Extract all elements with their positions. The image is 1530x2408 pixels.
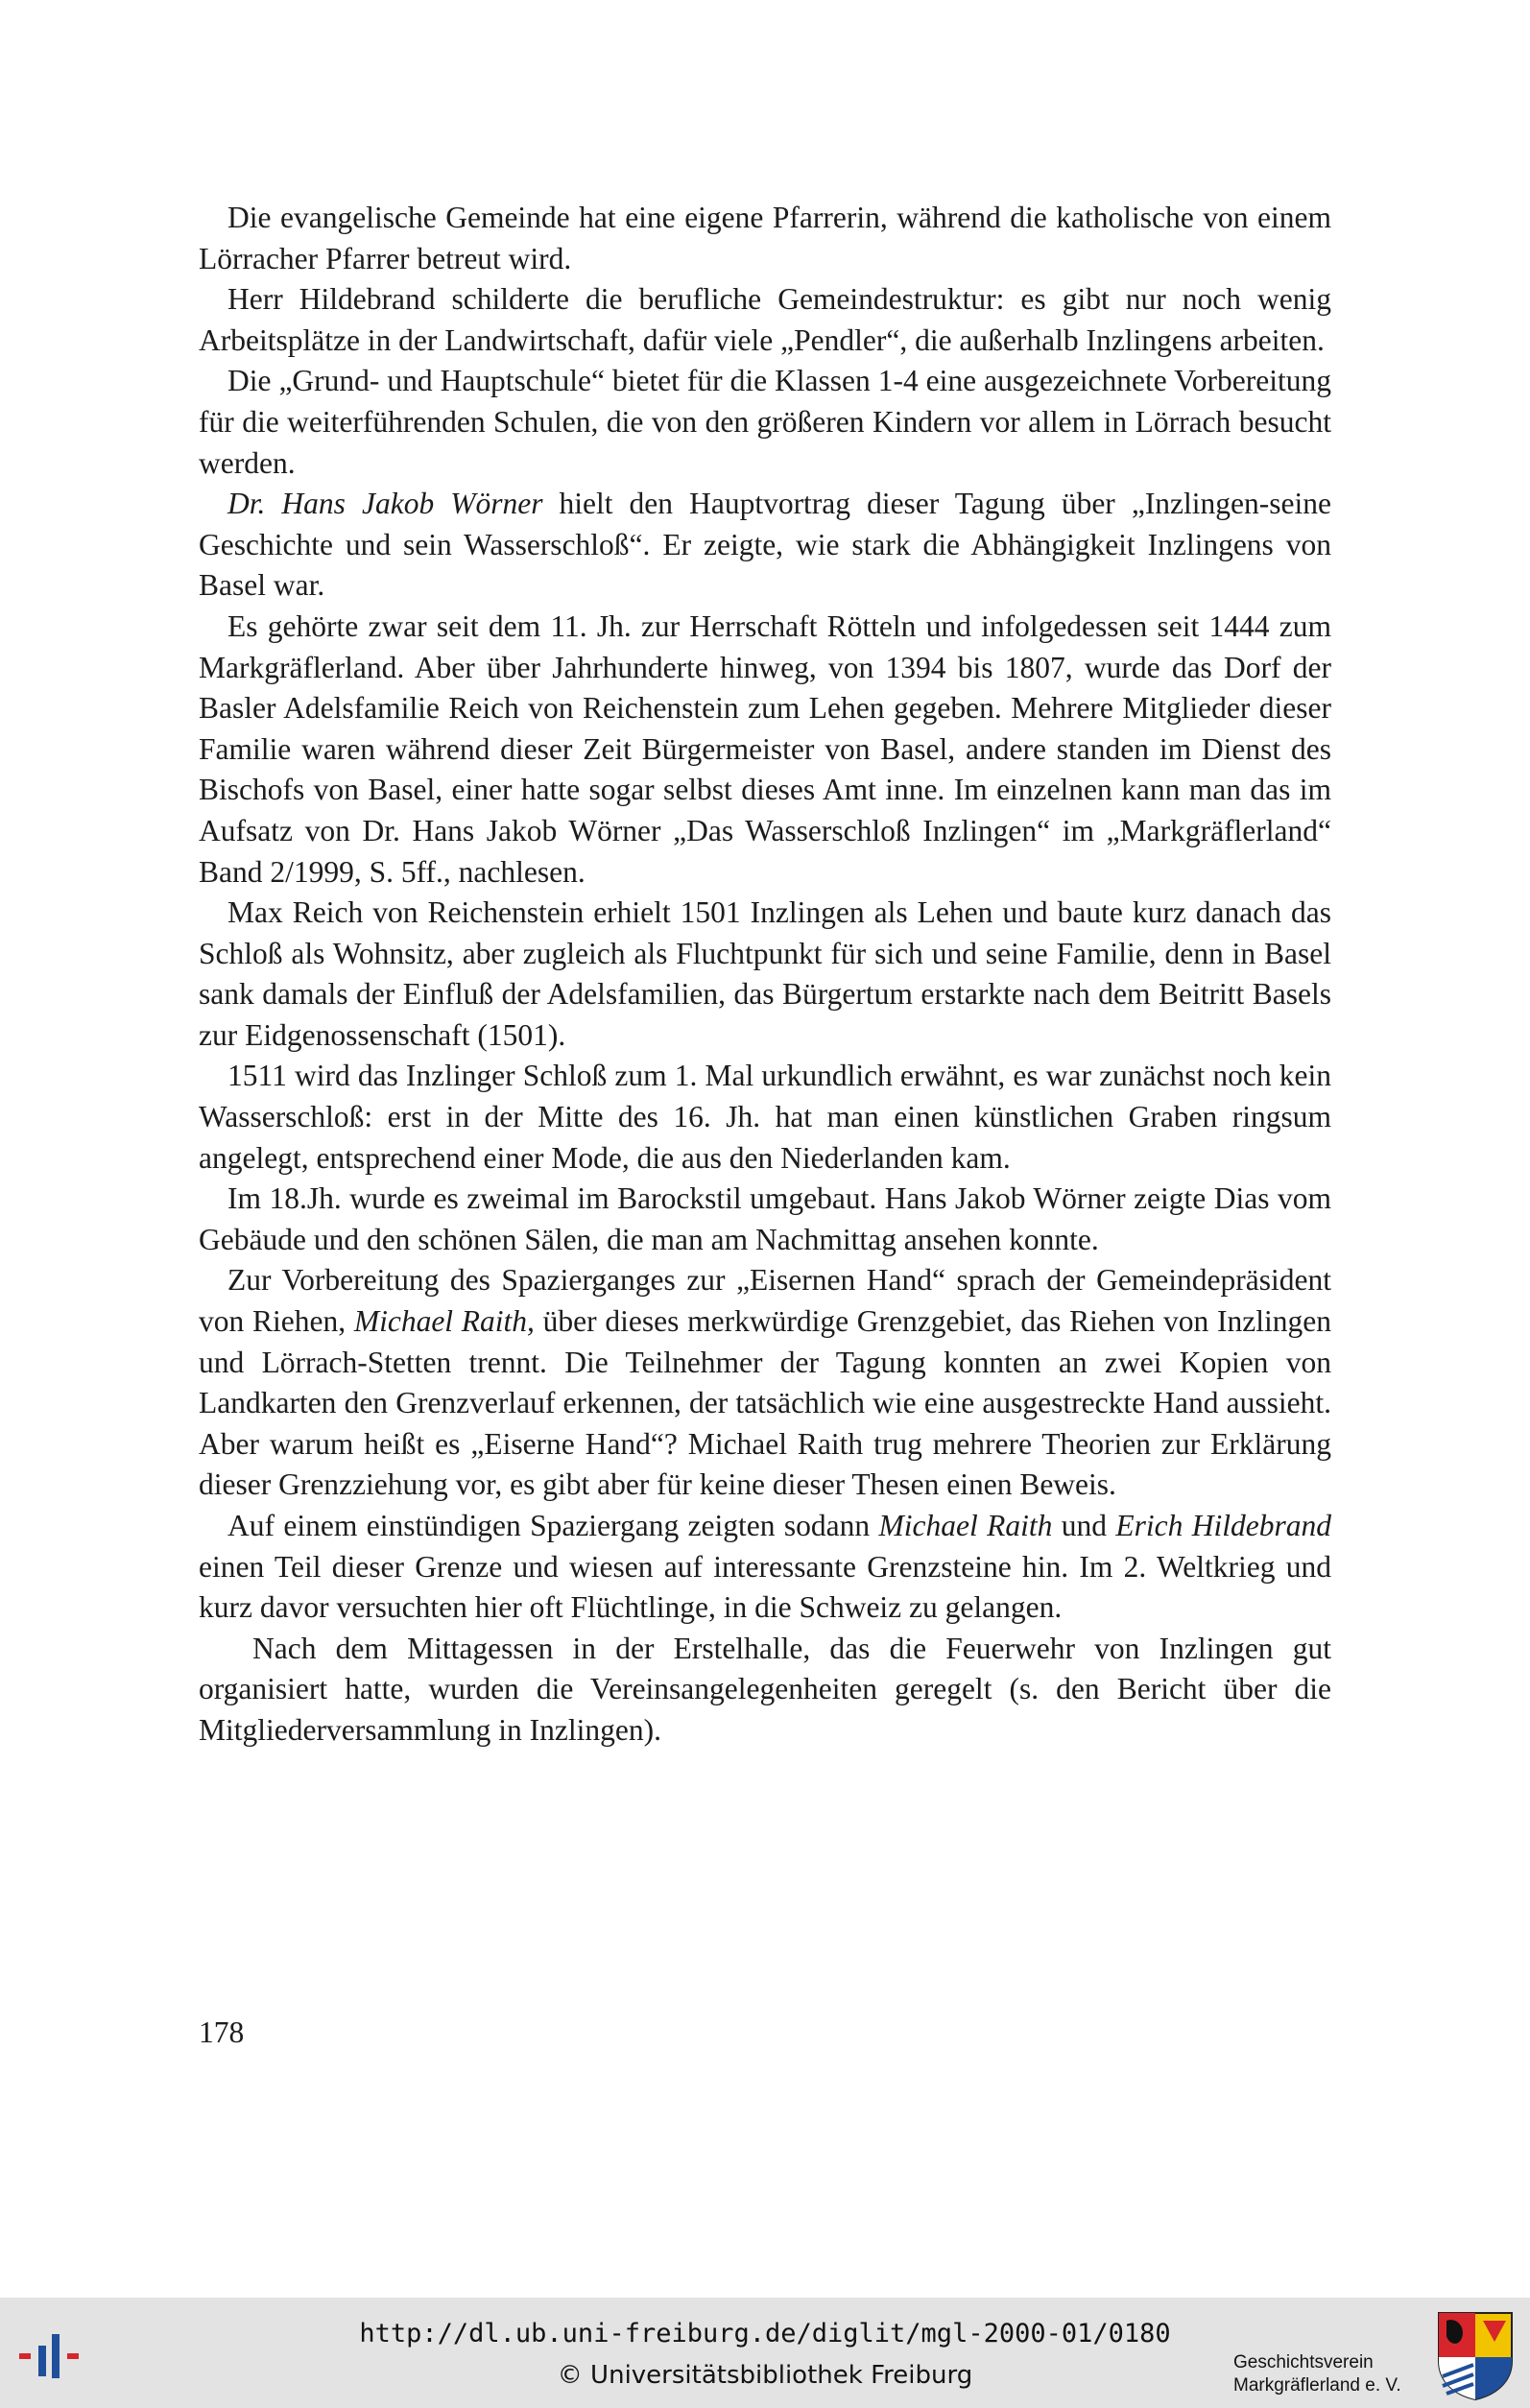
- paragraph-10-end: einen Teil dieser Grenze und wiesen auf interessante Grenzsteine hin. Im 2. Weltkrieg und kurz davor versuchten hier oft Flüchtlinge, in die Schweiz zu gelangen.: [199, 1549, 1331, 1625]
- paragraph-4: [199, 484, 1331, 607]
- society-name: [1233, 2351, 1401, 2397]
- paragraph-5: Es gehörte zwar seit dem 11. Jh. zur Herrschaft Rötteln und infolgedessen seit 1444 zum Markgräflerland. Aber über Jahrhunderte hinweg, von 1394 bis 1807, wurde das Dorf der Basler Adelsfamilie Reich von Reichenstein zum Lehen gegeben. Mehrere Mitglieder dieser Familie waren während dieser Zeit Bürgermeister von Basel, andere standen im Dienst des Bischofs von Basel, einer hatte sogar selbst dieses Amt inne. Im einzelnen kann man das im Aufsatz von Dr. Hans Jakob Wörner „Das Wasserschloß Inzlingen“ im „Markgräflerland“ Band 2/1999, S. 5ff., nachlesen.: [199, 608, 1331, 889]
- guide-name: Michael Raith: [878, 1509, 1053, 1542]
- coat-of-arms-icon: [1435, 2309, 1516, 2401]
- paragraph-2: Herr Hildebrand schilderte die berufliche Gemeindestruktur: es gibt nur noch wenig Arbeitsplätze in der Landwirtschaft, dafür viele „Pendler“, die außerhalb Inzlingens arbeiten.: [199, 282, 1331, 357]
- paragraph-7: 1511 wird das Inzlinger Schloß zum 1. Mal urkundlich erwähnt, es war zunächst noch kein Wasserschloß: erst in der Mitte des 16. Jh. hat man einen künstlichen Graben ringsum angelegt, entsprechend einer Mode, die aus den Niederlanden kam.: [199, 1059, 1331, 1175]
- paragraph-1: Die evangelische Gemeinde hat eine eigene Pfarrerin, während die katholische von einem Lörracher Pfarrer betreut wird.: [199, 201, 1331, 275]
- paragraph-4-text: hielt den Hauptvortrag dieser Tagung über „Inzlingen-seine Geschichte und sein Wasserschloß“. Er zeigte, wie stark die Abhängigkeit Inzlingens von Basel war.: [199, 487, 1331, 603]
- paragraph-6: Max Reich von Reichenstein erhielt 1501 Inzlingen als Lehen und baute kurz danach das Schloß als Wohnsitz, aber zugleich als Fluchtpunkt für sich und seine Familie, denn in Basel sank damals der Einfluß der Adelsfamilien, das Bürgertum erstarkte nach dem Beitritt Basels zur Eidgenossenschaft (1501).: [199, 895, 1331, 1052]
- society-name-line: Markgräflerland e. V.: [1233, 2375, 1401, 2396]
- paragraph-10-conjunction: und: [1052, 1509, 1116, 1542]
- page-number: 178: [199, 2015, 245, 2049]
- guide-name: Erich Hildebrand: [1115, 1509, 1331, 1542]
- paragraph-9-start: Zur Vorbereitung des Spazierganges zur „Eisernen Hand“ sprach der Gemeindepräsident von Riehen,: [199, 1263, 1331, 1339]
- society-name-line: Geschichtsverein: [1233, 2352, 1374, 2372]
- paragraph-3: Die „Grund- und Hauptschule“ bietet für die Klassen 1-4 eine ausgezeichnete Vorbereitung für die weiterführenden Schulen, die von den größeren Kindern vor allem in Lörrach besucht werden.: [199, 364, 1331, 480]
- speaker-name: Michael Raith,: [353, 1304, 535, 1339]
- paragraph-11: Nach dem Mittagessen in der Erstelhalle, das die Feuerwehr von Inzlingen gut organisiert hatte, wurden die Vereinsangelegenheiten geregelt (s. den Bericht über die Mitgliederversammlung in Inzlingen).: [199, 1631, 1331, 1747]
- speaker-name: Dr. Hans Jakob Wörner: [227, 487, 543, 521]
- paragraph-8: Im 18.Jh. wurde es zweimal im Barockstil umgebaut. Hans Jakob Wörner zeigte Dias vom Gebäude und den schönen Sälen, die man am Nachmittag ansehen konnte.: [199, 1181, 1331, 1256]
- document-url[interactable]: http://dl.ub.uni-freiburg.de/diglit/mgl-2000-01/0180: [359, 2319, 1171, 2348]
- paragraph-10-start: Auf einem einstündigen Spaziergang zeigten sodann: [227, 1509, 879, 1542]
- paragraph-9-end: über dieses merkwürdige Grenzgebiet, das Riehen von Inzlingen und Lörrach-Stetten trennt. Die Teilnehmer der Tagung konnten an zwei Kopien von Landkarten den Grenzverlauf erkennen, der tatsächlich wie eine ausgestreckte Hand aussieht. Aber warum heißt es „Eiserne Hand“? Michael Raith trug mehrere Theorien zur Erklärung dieser Grenzziehung vor, es gibt aber für keine dieser Thesen einen Beweis.: [199, 1304, 1331, 1502]
- copyright-notice: © Universitätsbibliothek Freiburg: [557, 2361, 973, 2390]
- paragraph-9: [199, 1260, 1331, 1506]
- article-body: [199, 198, 1331, 1752]
- footer-bar: [0, 2298, 1530, 2408]
- paragraph-10: [199, 1506, 1331, 1629]
